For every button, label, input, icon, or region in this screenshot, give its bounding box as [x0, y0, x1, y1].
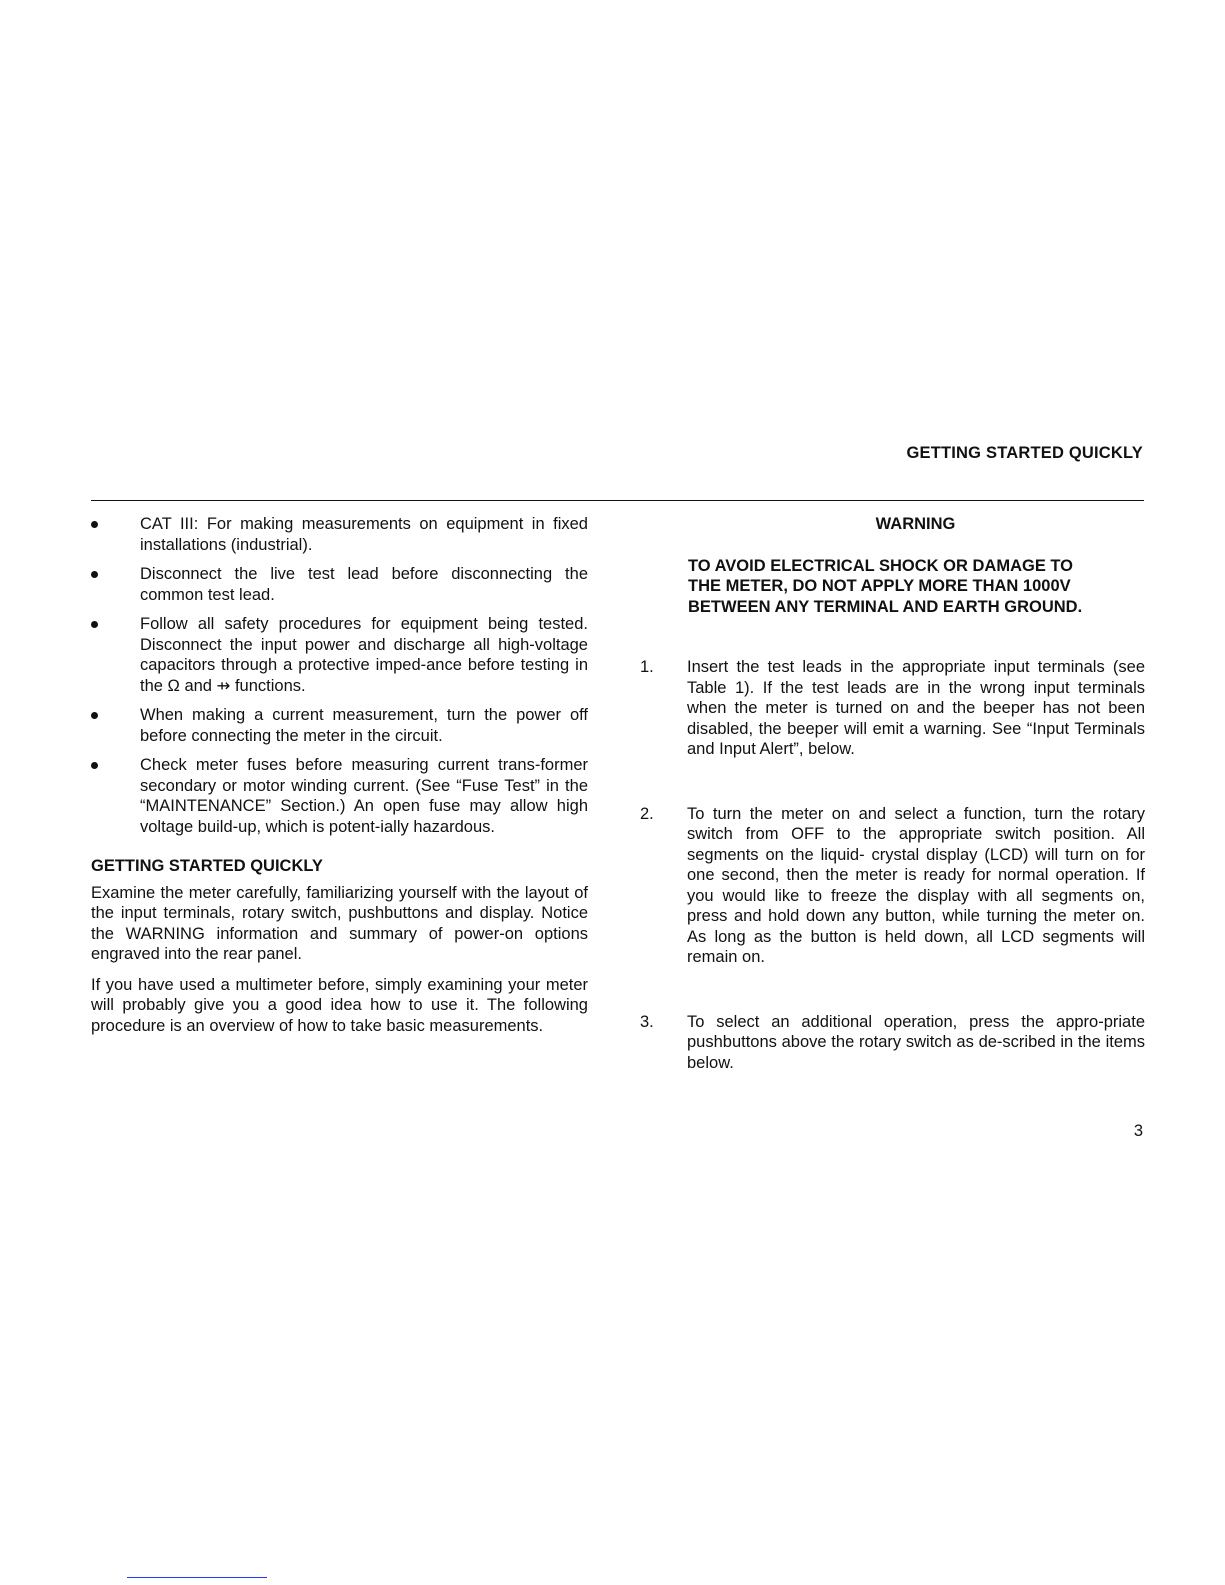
section-heading: GETTING STARTED QUICKLY: [91, 857, 323, 875]
step-item: [640, 657, 1145, 760]
bullet-item: [91, 514, 588, 555]
bullet-text: Check meter fuses before measuring current trans-former secondary or motor winding current. (See “Fuse Test” in the “MAINTENANCE” Section.) An open fuse may allow high voltage build-up, which is potent-ially hazardous.: [140, 756, 588, 836]
step-number: 2.: [640, 804, 654, 823]
step-text: To turn the meter on and select a function, turn the rotary switch from OFF to the appropriate switch position. All segments on the liquid- crystal display (LCD) will turn on for one second, then the meter is ready for normal operation. If you would like to freeze the display with all segments on, press and hold down any button, while turning the meter on. As long as the button is held down, all LCD segments will remain on.: [687, 804, 1145, 966]
step-text: To select an additional operation, press the appro-priate pushbuttons above the rotary switch as de-scribed in the items below.: [687, 1012, 1145, 1072]
bullet-icon: [91, 521, 98, 528]
left-column: [91, 514, 588, 1046]
step-number: 3.: [640, 1012, 654, 1031]
running-header: GETTING STARTED QUICKLY: [906, 444, 1143, 462]
paragraph: If you have used a multimeter before, simply examining your meter will probably give you a good idea how to use it. The following procedure is an overview of how to take basic measurements.: [91, 975, 588, 1035]
step-text: Insert the test leads in the appropriate input terminals (see Table 1). If the test leads are in the wrong input terminals when the meter is turned on and the beeper has not been disabled, the beeper will emit a warning. See “Input Terminals and Input Alert”, below.: [687, 658, 1145, 758]
warning-title: WARNING: [875, 515, 956, 533]
right-column: [640, 514, 1145, 1117]
header-rule: [91, 500, 1144, 501]
paragraph: Examine the meter carefully, familiarizing yourself with the layout of the input terminals, rotary switch, pushbuttons and display. Notice the WARNING information and summary of power-on options engraved into the rear panel.: [91, 883, 588, 963]
bullet-item: [91, 564, 588, 605]
bullet-icon: [91, 621, 98, 628]
page-number: 3: [1133, 1122, 1143, 1140]
footer-link-underline: [127, 1577, 267, 1578]
step-number: 1.: [640, 658, 654, 676]
bullet-icon: [91, 762, 98, 769]
bullet-text: Follow all safety procedures for equipment being tested. Disconnect the input power and discharge all high-voltage capacitors through a protective imped-ance before testing in the Ω and ⇸ functions.: [140, 615, 588, 695]
step-item: [640, 804, 1145, 968]
bullet-text: Disconnect the live test lead before disconnecting the common test lead.: [140, 565, 588, 604]
bullet-text: CAT III: For making measurements on equipment in fixed installations (industrial).: [140, 515, 588, 554]
bullet-icon: [91, 571, 98, 578]
bullet-item: [91, 614, 588, 696]
bullet-item: [91, 705, 588, 746]
bullet-item: [91, 755, 588, 837]
bullet-icon: [91, 712, 98, 719]
step-item: [640, 1012, 1145, 1074]
warning-text: TO AVOID ELECTRICAL SHOCK OR DAMAGE TO THE METER, DO NOT APPLY MORE THAN 1000V BETWEEN ANY TERMINAL AND EARTH GROUND.: [688, 556, 1083, 616]
bullet-text: When making a current measurement, turn the power off before connecting the meter in the circuit.: [140, 706, 588, 745]
